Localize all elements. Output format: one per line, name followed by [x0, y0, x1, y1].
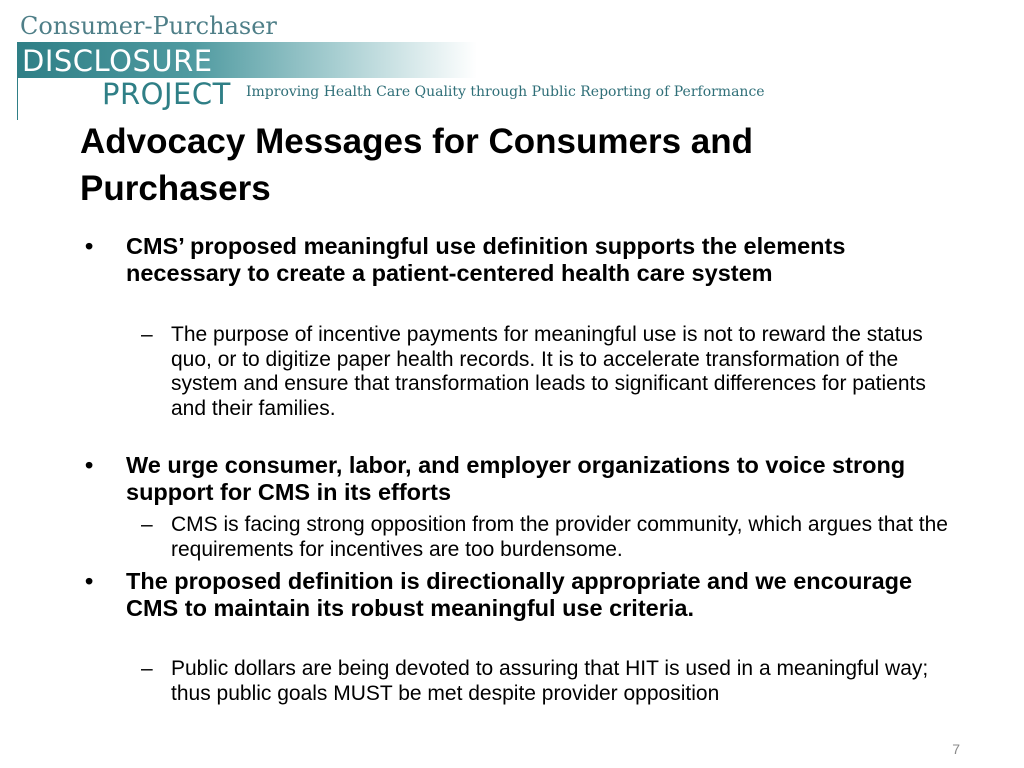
bullet-3-text: The proposed definition is directionally appropriate and we encourage CMS to maintain its robust meaningful use criteria. [126, 568, 913, 621]
bullet-3-sub-1-text: Public dollars are being devoted to assuring that HIT is used in a meaningful way; thus public goals MUST be met despite provider opposition [171, 657, 929, 705]
sub-bullet-marker: – [141, 657, 153, 680]
logo-tagline: Improving Health Care Quality through Public Reporting of Performance [246, 84, 765, 100]
sub-bullet-marker: – [141, 323, 153, 346]
logo-text-consumer-purchaser: Consumer-Purchaser [20, 12, 277, 40]
bullet-marker: • [85, 452, 94, 478]
bullet-1-sub-1-text: The purpose of incentive payments for meaningful use is not to reward the status quo, or to digitize paper health records. It is to accelerate transformation of the system and ensure that transformation leads to significant differences for patients and their families. [171, 323, 926, 420]
bullet-1-text: CMS’ proposed meaningful use definition supports the elements necessary to create a patient-centered health care system [126, 233, 846, 286]
logo-text-disclosure: DISCLOSURE [22, 44, 213, 78]
bullet-marker: • [85, 233, 94, 259]
slide-title-line1: Advocacy Messages for Consumers and [80, 122, 754, 161]
bullet-2-text: We urge consumer, labor, and employer organizations to voice strong support for CMS in its efforts [126, 452, 906, 505]
sub-bullet-marker: – [141, 513, 153, 536]
logo-text-project: PROJECT [102, 77, 231, 111]
bullet-marker: • [85, 568, 94, 594]
slide-title-line2: Purchasers [80, 169, 271, 208]
bullet-2-sub-1-text: CMS is facing strong opposition from the provider community, which argues that the requirements for incentives are too burdensome. [171, 513, 948, 561]
page-number: 7 [952, 741, 960, 757]
